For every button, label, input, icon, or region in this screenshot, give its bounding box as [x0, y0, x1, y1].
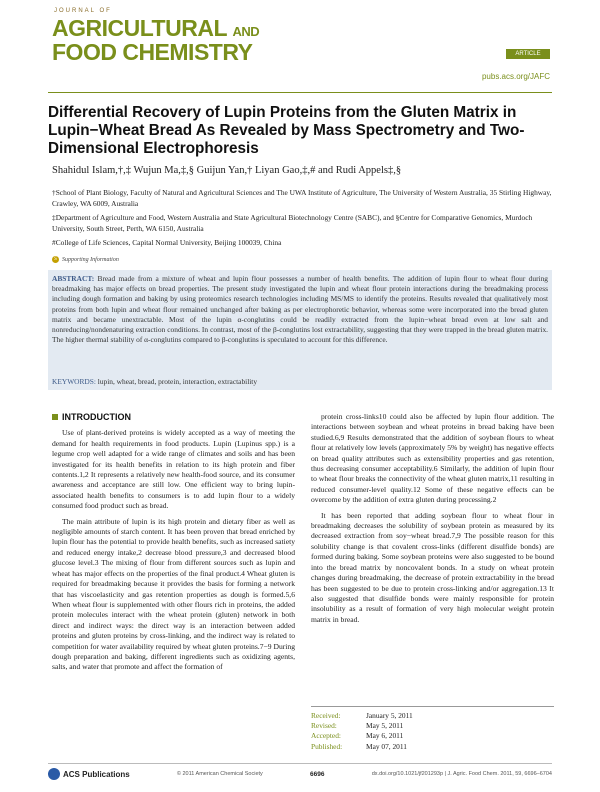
- body-paragraph: The main attribute of lupin is its high protein and dietary fiber as well as negligible amounts of starch content. It has been proven that bread enriched by lupin flour has the potential to provide health benefits, such as increased satiety and reduced energy intake,2 decrease blood pressure,3 and decreased blood glucose level.3 The mixing of flour from different sources such as lupin and wheat has major effects on the properties of the final product.4 Wheat gluten is required for breadmaking because it provides the basis for forming a network that has viscoelasticity and gas retention properties as dough is formed.5,6 When wheat flour is supplemented with other flours rich in proteins, the added protein molecules interact with the wheat protein (gluten) network in both direct and indirect ways: the direct way is an interaction between added proteins and gluten proteins by cross-linking, and the indirect way is related to competition for water availability required by wheat gluten proteins.7−9 During dough preparation and baking, different ingredients such as oxidizing agents, salts, and water that promote and affect the formation of: [52, 516, 295, 672]
- affiliation-item: #College of Life Sciences, Capital Normal University, Beijing 100039, China: [52, 238, 282, 247]
- section-heading-label: INTRODUCTION: [62, 412, 131, 422]
- keywords-heading: KEYWORDS:: [52, 377, 96, 386]
- section-heading: [52, 412, 295, 422]
- date-label: Received:: [311, 711, 341, 720]
- date-value: May 6, 2011: [366, 731, 404, 741]
- date-label: Accepted:: [311, 731, 341, 741]
- keywords-text: lupin, wheat, bread, protein, interaction, extractability: [97, 377, 258, 386]
- date-value: May 07, 2011: [366, 741, 407, 751]
- journal-name-line2: FOOD CHEMISTRY: [52, 39, 253, 65]
- journal-top-line: JOURNAL OF: [54, 8, 112, 14]
- copyright-text: © 2011 American Chemical Society: [176, 771, 263, 777]
- keywords: [52, 377, 257, 386]
- acs-logo: [48, 768, 130, 780]
- date-value: January 5, 2011: [366, 711, 413, 720]
- affiliation-item: ‡Department of Agriculture and Food, Western Australia and State Agricultural Biotechnology Centre (SABC), and §Centre for Comparative Genomics, Murdoch University, South Street, Perth, WA 6150, Australia: [52, 213, 533, 233]
- section-square-icon: [52, 414, 58, 420]
- date-row: [311, 742, 554, 752]
- abstract-heading: ABSTRACT:: [52, 274, 95, 283]
- header-rule: [48, 92, 552, 93]
- publisher-name: ACS Publications: [63, 769, 130, 779]
- journal-name: [52, 15, 260, 65]
- date-row: [311, 731, 554, 741]
- body-column-right: [311, 412, 554, 630]
- article-tag: ARTICLE: [506, 49, 550, 59]
- date-label: Published:: [311, 741, 343, 751]
- publication-dates: [311, 706, 554, 752]
- date-label: Revised:: [311, 721, 337, 731]
- affiliations: [52, 188, 552, 253]
- body-paragraph: protein cross-links10 could also be affected by lupin flour addition. The interactions between soybean and wheat proteins in bread baking have been studied.6,9 Results demonstrated that the addition of soybean flours to wheat flour at relatively low levels (approximately 5% by weight) has negative effects on bread quality attributes such as extensibility properties and gas retention, thus decreasing consumer acceptability.6 Similarly, the addition of lupin flour to wheat flour breaks the connectivity of the wheat gluten matrix,11 resulting in reduced consumer-level quality.12 Some of these negative effects can be overcome by the addition of extra gluten during processing.2: [311, 412, 554, 505]
- date-row: [311, 721, 554, 731]
- paper-title: Differential Recovery of Lupin Proteins from the Gluten Matrix in Lupin−Wheat Bread As Revealed by Mass Spectrometry and Two-Dimensional Electrophoresis: [48, 104, 525, 157]
- doi-link[interactable]: dx.doi.org/10.1021/jf201293p | J. Agric. Food Chem. 2011, 59, 6696–6704: [371, 771, 552, 777]
- journal-name-and: AND: [232, 24, 260, 39]
- body-paragraph: Use of plant-derived proteins is widely accepted as a way of meeting the demand for health requirements in food products. Lupin (Lupinus spp.) is a legume crop well adapted for a wide range of climates and soils and has been investigated for its health benefits in relation to its high protein and fiber contents.1,2 It represents a relatively new health-food source, and its consumer awareness and acceptance are still low. One efficient way to bring lupin-associated health benefits to consumers is to add lupin flour to a widely consumed food product such as bread.: [52, 428, 295, 511]
- affiliation-item: †School of Plant Biology, Faculty of Natural and Agricultural Sciences and The UWA Institute of Agriculture, The University of Western Australia, 35 Stirling Highway, Crawley, WA 6009, Australia: [52, 188, 552, 208]
- abstract-text: Bread made from a mixture of wheat and lupin flour possesses a number of health benefits. The addition of lupin flour to wheat flour during breadmaking has major effects on bread properties. The present study investigated the lupin and wheat flour protein interactions during the breadmaking process including dough formation and baking by using proteomics research technologies including MS/MS to identify the proteins. Results revealed that qualitatively most proteins from both lupin and wheat flour remained unchanged after baking as per electrophoretic behavior, whereas some were incorporated into the bread gluten matrix and became unextractable. Most of the lupin α-conglutins could be readily extracted from the lupin−wheat bread even at low salt and nonreducing/nondenaturing extraction conditions. In contrast, most of the β-conglutins lost extractability, suggesting that they were trapped in the bread gluten matrix. The higher thermal stability of α-conglutins compared to β-conglutins is speculated to account for this difference.: [52, 274, 548, 345]
- supporting-info-icon: S: [52, 256, 59, 263]
- page-number: 6696: [310, 770, 325, 778]
- journal-url-link[interactable]: pubs.acs.org/JAFC: [481, 72, 550, 81]
- date-value: May 5, 2011: [366, 721, 404, 731]
- author-list: Shahidul Islam,†,‡ Wujun Ma,‡,§ Guijun Yan,† Liyan Gao,‡,# and Rudi Appels‡,§: [52, 165, 402, 176]
- abstract: [52, 274, 548, 345]
- acs-mark-icon: [48, 768, 60, 780]
- body-column-left: [52, 412, 295, 678]
- body-paragraph: It has been reported that adding soybean flour to wheat flour in breadmaking decreases the solubility of soybean protein as measured by its decreased extraction from soy−wheat bread.7,9 The possible reason for this solubility change is that covalent cross-links (different disulfide bonds) are formed during baking. Some soybean proteins were also suggested to be bound into the bread matrix by noncovalent bonds. In a study on wheat protein changes during breadmaking, the decrease of protein extractability in the bread has been suggested to be due to protein cross-linking and/or aggregation.13 It also suggested that disulfide bonds were mainly responsible for protein insolubility as a result of formation of very high molecular weight protein matrix in bread.: [311, 510, 554, 624]
- footer-rule: [48, 763, 552, 764]
- page-footer: [48, 768, 552, 780]
- journal-name-line1: AGRICULTURAL: [52, 15, 227, 41]
- supporting-info-label: Supporting Information: [62, 256, 119, 263]
- supporting-info-link[interactable]: [52, 256, 119, 263]
- date-row: [311, 711, 554, 721]
